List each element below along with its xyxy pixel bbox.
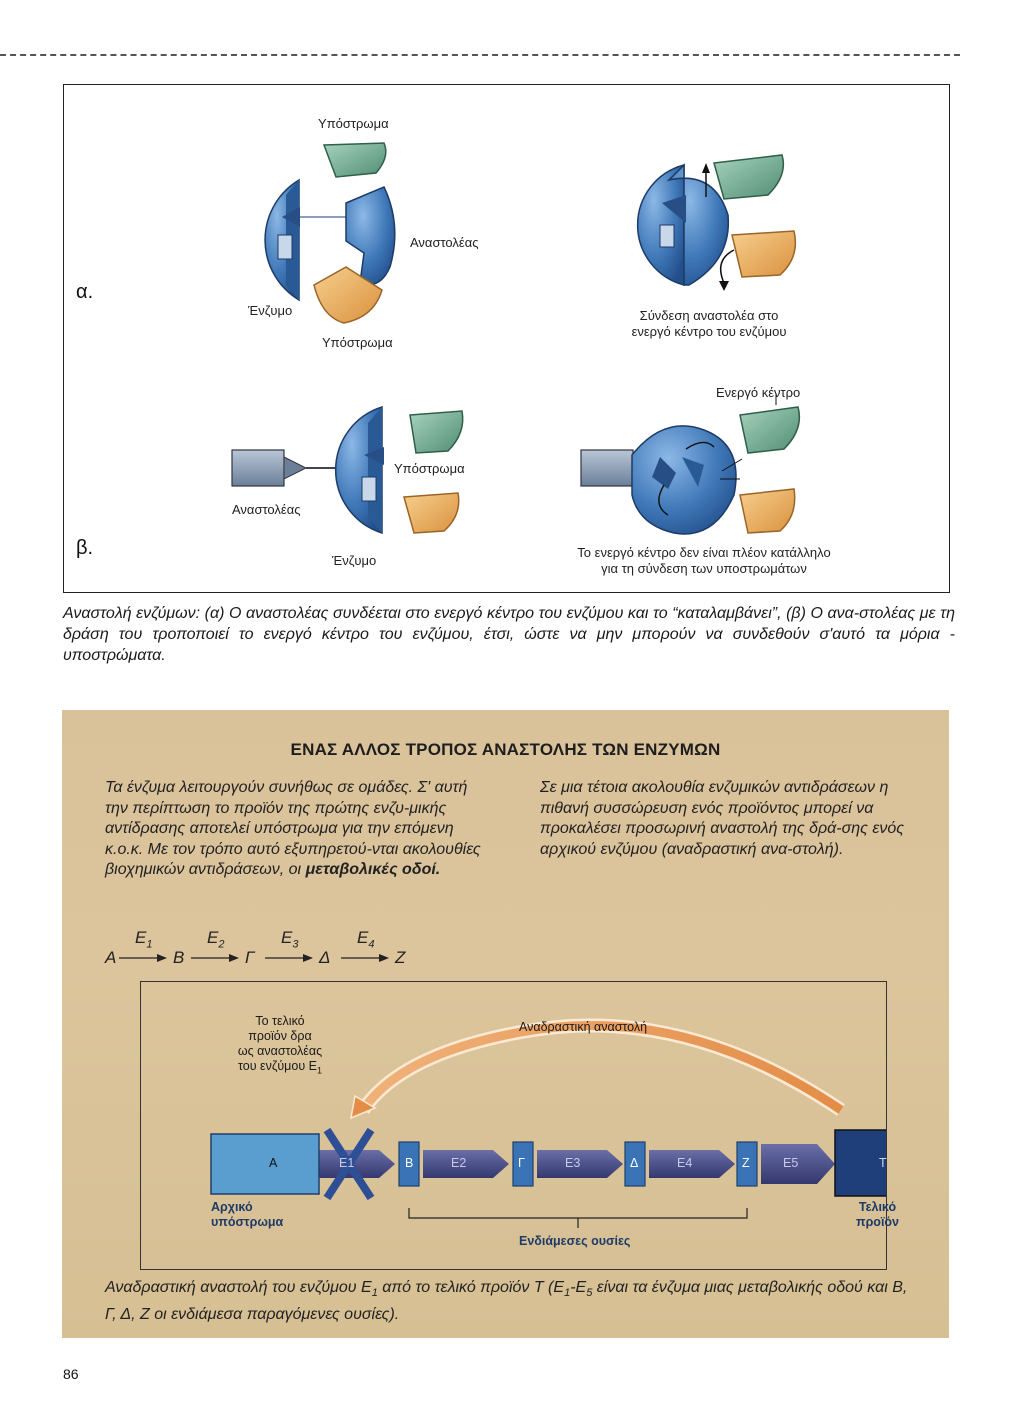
box-right-column: Σε μια τέτοια ακολουθία ενζυμικών αντιδράσεων η πιθανή συσσώρευση ενός προϊόντος μπορεί να προκαλέσει προσωρινή αναστολή της δρά-σης ενός αρχικού ενζύμου (αναδραστική ανα-στολή). bbox=[540, 779, 905, 858]
feedback-inhibition-box bbox=[62, 710, 949, 1338]
panel-a-released-substrate-orange bbox=[719, 231, 795, 291]
final-product-note: Το τελικό προϊόν δρα ως αναστολέας του ενζύμου $E_1$ bbox=[237, 1014, 323, 1076]
intermediates-label: Ενδιάμεσες ουσίες bbox=[519, 1234, 631, 1248]
label-inhibitor-b: Αναστολέας bbox=[232, 502, 301, 517]
feedback-inhibition-diagram bbox=[140, 981, 899, 1270]
node-Z: Z bbox=[742, 1156, 750, 1170]
panel-b-inhibitor bbox=[232, 450, 344, 486]
feedback-label: Αναδραστική αναστολή bbox=[519, 1020, 648, 1034]
pathway-Z: Z bbox=[395, 948, 406, 967]
figure-caption: Αναστολή ενζύμων: (α) Ο αναστολέας συνδέεται στο ενεργό κέντρο του ενζύμου και το “καταλαμβάνει”, (β) Ο ανα-στολέας με τη δράση του τροποποιεί το ενεργό κέντρο του ενζύμου, έτσι, ώστε να μην μπορούν να συνδεθούν σ'αυτό τα μόρια - υποστρώματα. bbox=[63, 605, 955, 664]
final-product-label: Τελικό προϊόν bbox=[856, 1200, 899, 1229]
box-left-bold-term: μεταβολικές οδοί. bbox=[305, 861, 441, 878]
label-substrate-b: Υπόστρωμα bbox=[394, 461, 465, 476]
enzyme-E5: E5 bbox=[783, 1156, 799, 1170]
panel-b-enzyme bbox=[336, 407, 384, 533]
node-B: B bbox=[405, 1156, 414, 1170]
panel-b-bound-inhibitor bbox=[581, 450, 633, 486]
label-substrate-bottom: Υπόστρωμα bbox=[322, 335, 393, 350]
initial-substrate-label: Αρχικό υπόστρωμα bbox=[211, 1200, 284, 1229]
dashed-divider bbox=[0, 54, 960, 56]
node-T: T bbox=[879, 1156, 887, 1170]
label-active-site-note: Το ενεργό κέντρο δεν είναι πλέον κατάλληλο για τη σύνδεση των υποστρωμάτων bbox=[577, 545, 831, 576]
enzyme-E4: E4 bbox=[677, 1156, 693, 1170]
metabolic-pathway-equation bbox=[105, 928, 465, 972]
panel-b-rejected-substrates bbox=[740, 393, 799, 533]
node-A: A bbox=[269, 1156, 278, 1170]
panel-a-substrate-top bbox=[324, 143, 386, 177]
label-substrate-top: Υπόστρωμα bbox=[318, 116, 389, 131]
label-inhibitor-binding: Σύνδεση αναστολέα στο ενεργό κέντρο του ενζύμου bbox=[631, 308, 787, 339]
box-left-text: Τα ένζυμα λειτουργούν συνήθως σε ομάδες. Σ' αυτή την περίπτωση το προϊόν της πρώτης ενζυ-μικής αντίδρασης αποτελεί υπόστρωμα για την επόμενη κ.ο.κ. Με τον τρόπο αυτό εξυπηρετού-νται ακολουθίες βιοχημικών αντιδράσεων, οι bbox=[105, 779, 481, 878]
label-inhibitor-a: Αναστολέας bbox=[410, 235, 479, 250]
pathway-B: B bbox=[173, 948, 185, 967]
pathway-Gamma: Γ bbox=[245, 948, 255, 967]
enzyme-inhibition-figure bbox=[63, 84, 950, 593]
pathway-A: A bbox=[105, 948, 117, 967]
box-title: ΕΝΑΣ ΑΛΛΟΣ ΤΡΟΠΟΣ ΑΝΑΣΤΟΛΗΣ ΤΩΝ ΕΝΖΥΜΩΝ bbox=[290, 740, 721, 759]
node-Gamma: Γ bbox=[518, 1156, 525, 1170]
pathway-Delta: Δ bbox=[319, 948, 331, 967]
enzyme-E2: E2 bbox=[451, 1156, 467, 1170]
pathway-E4: $E_4$ bbox=[357, 928, 375, 951]
pathway-E3: $E_3$ bbox=[281, 928, 299, 951]
label-enzyme-b: Ένζυμο bbox=[332, 553, 377, 568]
page-number: 86 bbox=[63, 1366, 79, 1382]
diagram-caption: Αναδραστική αναστολή του ενζύμου $E_1$ από το τελικό προϊόν T ($E_1-E_5$ είναι τα ένζυμα μιας μεταβολικής οδού και B, Γ, Δ, Z οι ενδιάμεσα παραγόμενες ουσίες). bbox=[105, 1279, 908, 1324]
label-enzyme-a: Ένζυμο bbox=[248, 303, 293, 318]
box-left-column bbox=[105, 778, 481, 881]
enzyme-E1: E1 bbox=[339, 1156, 355, 1170]
panel-b-modified-enzyme bbox=[632, 426, 742, 534]
panel-b-letter: β. bbox=[76, 537, 94, 559]
panel-a-bound-enzyme bbox=[638, 165, 729, 285]
panel-a-letter: α. bbox=[76, 281, 94, 303]
enzyme-inhibition-illustration bbox=[64, 85, 949, 592]
pathway-E2: $E_2$ bbox=[207, 928, 225, 951]
panel-a-inhibitor bbox=[346, 187, 395, 285]
label-active-site: Ενεργό κέντρο bbox=[716, 385, 801, 400]
node-Delta: Δ bbox=[630, 1156, 639, 1170]
enzyme-E3: E3 bbox=[565, 1156, 581, 1170]
pathway-E1: $E_1$ bbox=[135, 928, 153, 951]
